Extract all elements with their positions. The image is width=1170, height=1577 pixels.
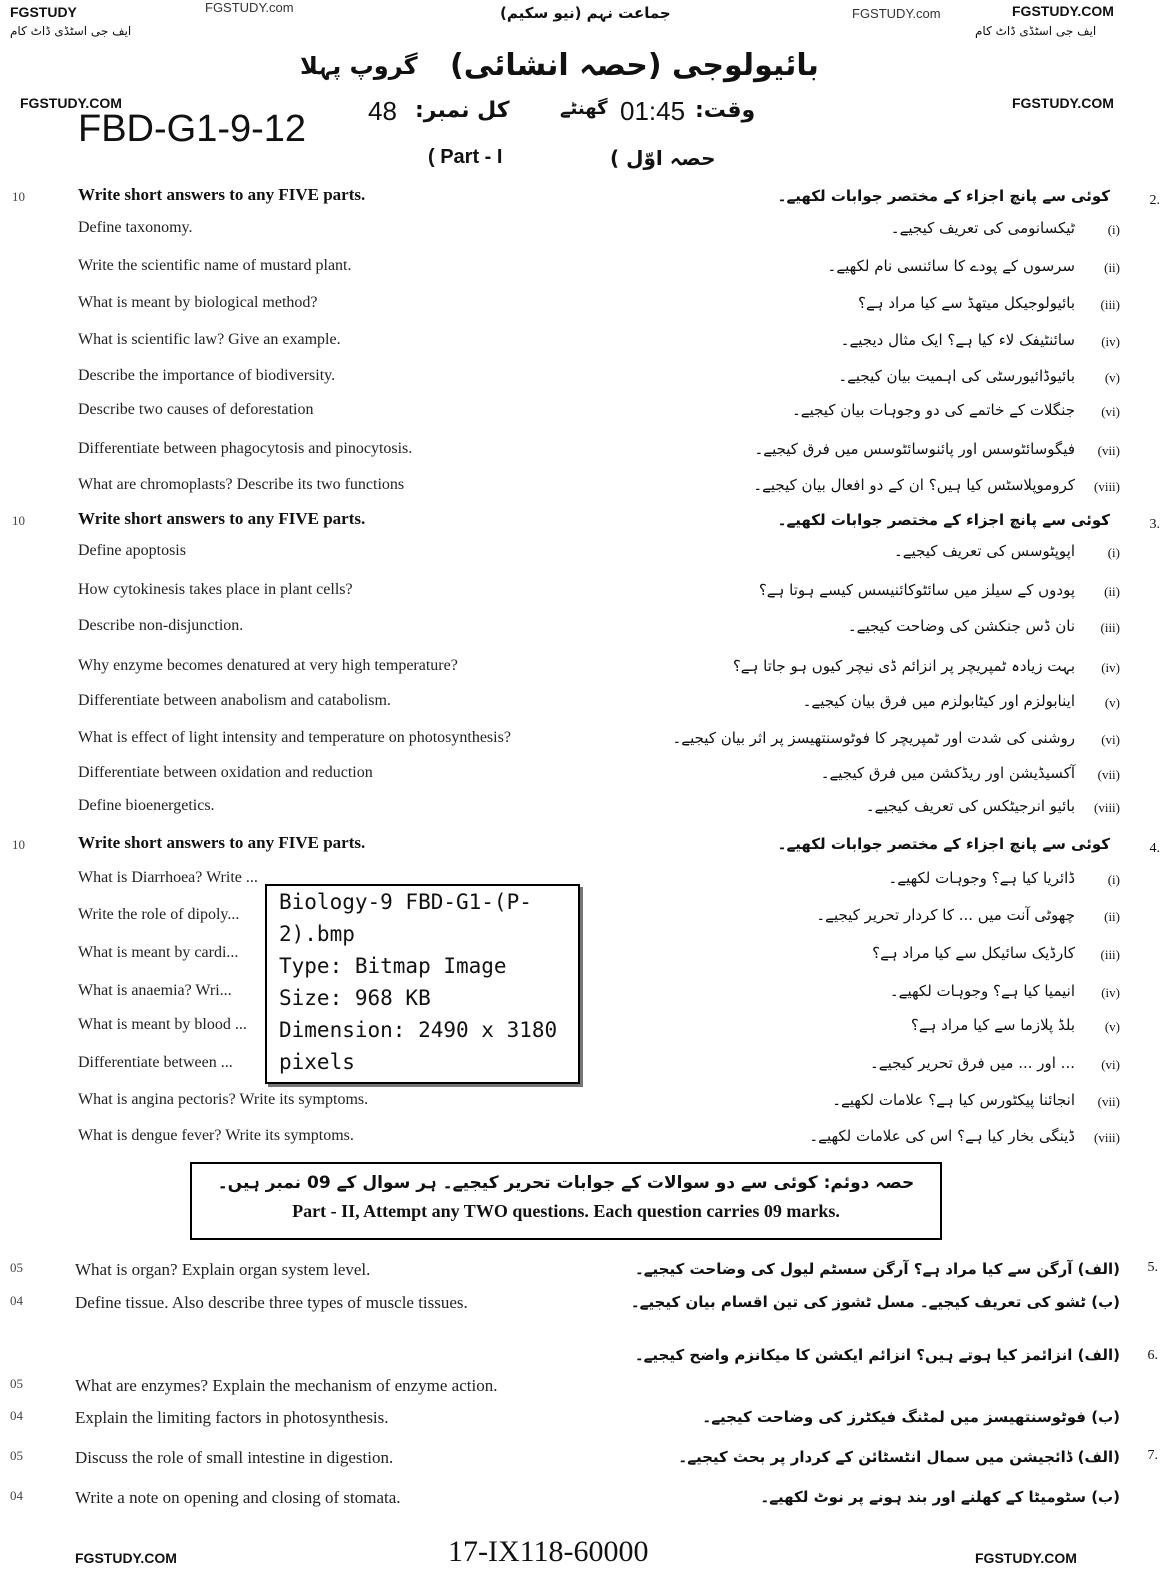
watermark: FGSTUDY.COM xyxy=(75,1550,177,1566)
question-number: 7. xyxy=(1147,1448,1158,1463)
question-item-urdu: چھوٹی آنت میں ... کا کردار تحریر کیجیے۔ xyxy=(816,906,1075,924)
question-item-urdu: ٹیکسانومی کی تعریف کیجیے۔ xyxy=(890,219,1075,237)
paper-serial: 17-IX118-60000 xyxy=(448,1535,649,1568)
item-numeral: (iii) xyxy=(1100,620,1120,635)
question-number: 6. xyxy=(1147,1348,1158,1363)
watermark: FGSTUDY.COM xyxy=(20,95,122,111)
tooltip-filename: Biology-9 FBD-G1-(P-2).bmp xyxy=(279,890,532,946)
question-item-urdu: کروموپلاسٹس کیا ہیں؟ ان کے دو افعال بیان کیجیے۔ xyxy=(753,476,1075,494)
question-heading: Write short answers to any FIVE parts. xyxy=(78,185,366,204)
question-marks: 10 xyxy=(12,837,25,852)
time-unit: گھنٹے xyxy=(560,98,608,119)
watermark: FGSTUDY.com xyxy=(852,6,941,21)
question-item: Differentiate between anabolism and catabolism. xyxy=(78,692,391,709)
question-marks: 05 xyxy=(10,1448,23,1463)
question-item: Define taxonomy. xyxy=(78,219,193,236)
item-numeral: (viii) xyxy=(1094,800,1120,815)
item-numeral: (iv) xyxy=(1101,334,1120,349)
question-item: What is Diarrhoea? Write ... xyxy=(78,869,258,886)
total-marks-label: کل نمبر: xyxy=(415,98,510,123)
question-item: What are chromoplasts? Describe its two functions xyxy=(78,476,405,493)
question-item: Define bioenergetics. xyxy=(78,797,215,814)
question-item-urdu: بائیو انرجیٹکس کی تعریف کیجیے۔ xyxy=(865,797,1075,815)
question-item: What is angina pectoris? Write its symptoms. xyxy=(78,1091,369,1108)
part-label-ur: حصہ اوّل ) xyxy=(610,146,716,170)
tooltip-size: Size: 968 KB xyxy=(279,986,431,1010)
long-question-urdu: (ب) سٹومیٹا کے کھلنے اور بند ہونے پر نوٹ لکھیے۔ xyxy=(760,1488,1120,1506)
question-number: 5. xyxy=(1147,1260,1158,1275)
long-question-urdu: (الف) انزائمز کیا ہوتے ہیں؟ انزائم ایکشن کا میکانزم واضح کیجیے۔ xyxy=(634,1346,1120,1364)
urdu-watermark: ایف جی اسٹڈی ڈاٹ کام xyxy=(975,24,1097,38)
item-numeral: (viii) xyxy=(1094,479,1120,494)
question-item-urdu: ... اور ... میں فرق تحریر کیجیے۔ xyxy=(870,1054,1075,1072)
question-item: What is meant by blood ... xyxy=(78,1016,247,1033)
item-numeral: (iv) xyxy=(1101,985,1120,1000)
question-item: What is dengue fever? Write its symptoms. xyxy=(78,1127,354,1144)
watermark: FGSTUDY.COM xyxy=(1012,3,1114,19)
question-item-urdu: نان ڈس جنکشن کی وضاحت کیجیے۔ xyxy=(847,617,1075,635)
long-question: What is organ? Explain organ system level. xyxy=(75,1260,371,1279)
question-heading: Write short answers to any FIVE parts. xyxy=(78,509,366,528)
question-item: Describe non-disjunction. xyxy=(78,617,244,634)
question-item: Write the role of dipoly... xyxy=(78,906,240,923)
part-two-instructions xyxy=(190,1162,942,1240)
question-item: Differentiate between phagocytosis and pinocytosis. xyxy=(78,440,413,457)
question-number: 3. xyxy=(1149,517,1160,532)
question-item-urdu: انجائنا پیکٹورس کیا ہے؟ علامات لکھیے۔ xyxy=(832,1091,1075,1109)
long-question-urdu: (ب) ٹشو کی تعریف کیجیے۔ مسل ٹشوز کی تین اقسام بیان کیجیے۔ xyxy=(630,1293,1120,1311)
subject-title: بائیولوجی (حصہ انشائی) xyxy=(450,48,819,83)
item-numeral: (iii) xyxy=(1100,297,1120,312)
question-heading: Write short answers to any FIVE parts. xyxy=(78,833,366,852)
question-item-urdu: اینابولزم اور کیٹابولزم میں فرق بیان کیجیے۔ xyxy=(802,692,1075,710)
question-marks: 05 xyxy=(10,1376,23,1391)
question-heading-urdu: کوئی سے پانچ اجزاء کے مختصر جوابات لکھیے۔ xyxy=(777,187,1110,205)
question-item-urdu: فیگوسائٹوسس اور پائنوسائٹوسس میں فرق کیجیے۔ xyxy=(754,440,1075,458)
question-item-urdu: کارڈیک سائیکل سے کیا مراد ہے؟ xyxy=(872,944,1075,962)
question-marks: 04 xyxy=(10,1293,23,1308)
class-label: جماعت نہم (نیو سکیم) xyxy=(500,4,671,22)
part-label-en: ( Part - I xyxy=(428,146,503,168)
question-item: Write the scientific name of mustard plant. xyxy=(78,257,352,274)
question-item-urdu: بائیوڈائیورسٹی کی اہمیت بیان کیجیے۔ xyxy=(838,367,1075,385)
question-item-urdu: انیمیا کیا ہے؟ وجوہات لکھیے۔ xyxy=(889,982,1075,1000)
watermark: FGSTUDY.COM xyxy=(975,1550,1077,1566)
question-item: Why enzyme becomes denatured at very high temperature? xyxy=(78,657,458,674)
item-numeral: (i) xyxy=(1107,545,1120,560)
item-numeral: (vii) xyxy=(1097,767,1120,782)
question-marks: 05 xyxy=(10,1260,23,1275)
question-item-urdu: پودوں کے سیلز میں سائٹوکائنیسس کیسے ہوتا ہے؟ xyxy=(758,581,1075,599)
watermark: FGSTUDY.com xyxy=(205,0,294,15)
group-label: گروپ پہلا xyxy=(300,52,418,80)
long-question: Explain the limiting factors in photosynthesis. xyxy=(75,1408,389,1427)
long-question: What are enzymes? Explain the mechanism of enzyme action. xyxy=(75,1376,498,1395)
question-item: What is effect of light intensity and temperature on photosynthesis? xyxy=(78,729,511,746)
question-item-urdu: روشنی کی شدت اور ٹمپریچر کا فوٹوسنتھیسز پر اثر بیان کیجیے۔ xyxy=(672,729,1075,747)
item-numeral: (iv) xyxy=(1101,660,1120,675)
question-item-urdu: آکسیڈیشن اور ریڈکشن میں فرق کیجیے۔ xyxy=(820,764,1075,782)
long-question: Write a note on opening and closing of stomata. xyxy=(75,1488,401,1507)
long-question: Define tissue. Also describe three types of muscle tissues. xyxy=(75,1293,468,1312)
time-value: 01:45 xyxy=(620,96,686,126)
paper-code: FBD-G1-9-12 xyxy=(78,108,307,150)
question-item: Differentiate between ... xyxy=(78,1054,233,1071)
question-item: Define apoptosis xyxy=(78,542,186,559)
question-item-urdu: بہت زیادہ ٹمپریچر پر انزائم ڈی نیچر کیوں ہو جاتا ہے؟ xyxy=(732,657,1075,675)
item-numeral: (vii) xyxy=(1097,1094,1120,1109)
total-marks: 48 xyxy=(368,96,397,126)
item-numeral: (vi) xyxy=(1101,404,1120,419)
item-numeral: (v) xyxy=(1104,1019,1120,1034)
file-info-tooltip xyxy=(265,884,580,1084)
urdu-watermark: ایف جی اسٹڈی ڈاٹ کام xyxy=(10,24,132,38)
item-numeral: (v) xyxy=(1104,695,1120,710)
part-two-english: Part - II, Attempt any TWO questions. Each question carries 09 marks. xyxy=(292,1201,840,1221)
question-item-urdu: جنگلات کے خاتمے کی دو وجوہات بیان کیجیے۔ xyxy=(792,401,1075,419)
long-question-urdu: (الف) آرگن سے کیا مراد ہے؟ آرگن سسٹم لیول کی وضاحت کیجیے۔ xyxy=(634,1260,1120,1278)
question-item: Differentiate between oxidation and reduction xyxy=(78,764,373,781)
question-item: What is scientific law? Give an example. xyxy=(78,331,341,348)
question-marks: 10 xyxy=(12,189,25,204)
item-numeral: (vi) xyxy=(1101,1057,1120,1072)
question-item-urdu: اپوپٹوسس کی تعریف کیجیے۔ xyxy=(893,542,1075,560)
item-numeral: (ii) xyxy=(1104,584,1120,599)
question-number: 4. xyxy=(1149,841,1160,856)
question-item: Describe the importance of biodiversity. xyxy=(78,367,336,384)
item-numeral: (ii) xyxy=(1104,260,1120,275)
item-numeral: (vi) xyxy=(1101,732,1120,747)
question-number: 2. xyxy=(1149,193,1160,208)
question-item: What is meant by biological method? xyxy=(78,294,318,311)
item-numeral: (v) xyxy=(1104,370,1120,385)
item-numeral: (vii) xyxy=(1097,443,1120,458)
item-numeral: (i) xyxy=(1107,222,1120,237)
long-question-urdu: (الف) ڈائجیشن میں سمال انٹسٹائن کے کردار پر بحث کیجیے۔ xyxy=(678,1448,1120,1466)
item-numeral: (iii) xyxy=(1100,947,1120,962)
question-item-urdu: بائیولوجیکل میتھڈ سے کیا مراد ہے؟ xyxy=(858,294,1075,312)
long-question: Discuss the role of small intestine in digestion. xyxy=(75,1448,394,1467)
question-item-urdu: بلڈ پلازما سے کیا مراد ہے؟ xyxy=(910,1016,1075,1034)
question-marks: 04 xyxy=(10,1408,23,1423)
question-marks: 04 xyxy=(10,1488,23,1503)
question-marks: 10 xyxy=(12,513,25,528)
long-question-urdu: (ب) فوٹوسنتھیسز میں لمٹنگ فیکٹرز کی وضاحت کیجیے۔ xyxy=(702,1408,1120,1426)
question-heading-urdu: کوئی سے پانچ اجزاء کے مختصر جوابات لکھیے۔ xyxy=(777,835,1110,853)
item-numeral: (i) xyxy=(1107,872,1120,887)
question-item-urdu: ڈینگی بخار کیا ہے؟ اس کی علامات لکھیے۔ xyxy=(809,1127,1075,1145)
part-two-urdu: حصہ دوئم: کوئی سے دو سوالات کے جوابات تحریر کیجیے۔ ہر سوال کے 09 نمبر ہیں۔ xyxy=(217,1173,915,1193)
question-item-urdu: سرسوں کے پودے کا سائنسی نام لکھیے۔ xyxy=(827,257,1075,275)
question-item: Describe two causes of deforestation xyxy=(78,401,314,418)
question-item: What is anaemia? Wri... xyxy=(78,982,232,999)
question-heading-urdu: کوئی سے پانچ اجزاء کے مختصر جوابات لکھیے۔ xyxy=(777,511,1110,529)
time-label: وقت: xyxy=(695,98,756,123)
item-numeral: (ii) xyxy=(1104,909,1120,924)
question-item: How cytokinesis takes place in plant cells? xyxy=(78,581,353,598)
watermark: FGSTUDY xyxy=(10,4,77,20)
question-item-urdu: ڈائریا کیا ہے؟ وجوہات لکھیے۔ xyxy=(888,869,1075,887)
tooltip-type: Type: Bitmap Image xyxy=(279,954,507,978)
question-item-urdu: سائنٹیفک لاء کیا ہے؟ ایک مثال دیجیے۔ xyxy=(840,331,1075,349)
watermark: FGSTUDY.COM xyxy=(1012,95,1114,111)
question-item: What is meant by cardi... xyxy=(78,944,239,961)
item-numeral: (viii) xyxy=(1094,1130,1120,1145)
tooltip-dimension: Dimension: 2490 x 3180 pixels xyxy=(279,1018,558,1074)
